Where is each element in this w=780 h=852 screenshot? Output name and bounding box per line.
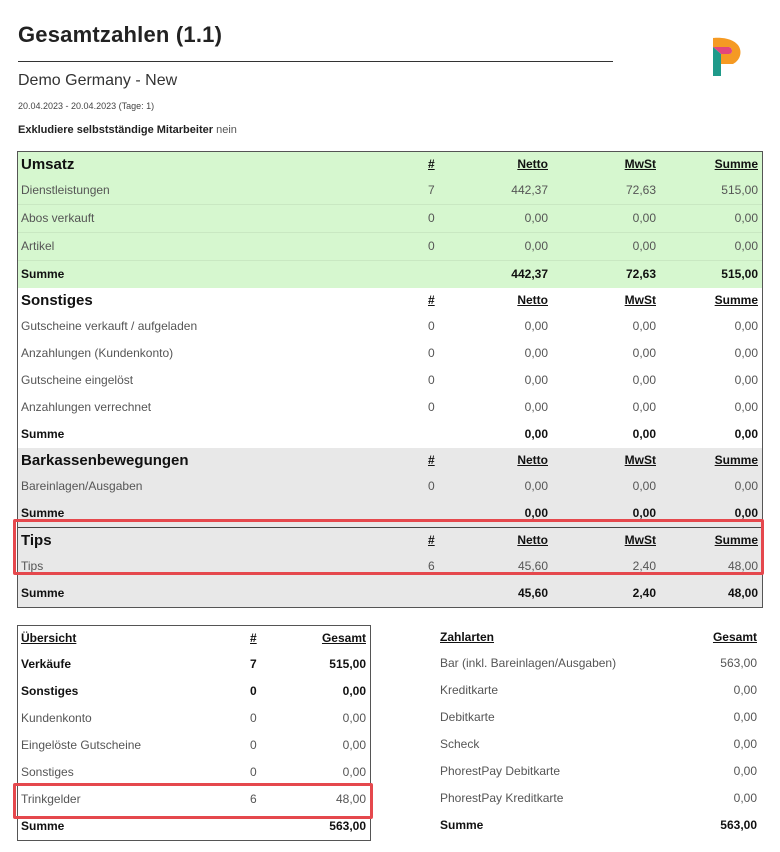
row-total: 0,00 [733,683,757,697]
table-row [437,731,761,758]
table-row [18,759,370,786]
row-summe: 0,00 [734,373,758,387]
table-row [437,758,761,785]
row-summe: 0,00 [734,211,758,225]
col-summe-header: Summe [714,453,758,467]
row-label: Verkäufe [21,657,72,671]
row-count: 7 [250,657,257,671]
row-netto: 45,60 [517,559,548,573]
section-total-row [18,261,762,288]
total-value: 563,00 [329,819,366,833]
row-label: Tips [21,559,44,573]
row-mwst: 0,00 [632,373,656,387]
row-count: 0 [428,400,435,414]
section-barkasse [18,448,762,527]
row-label: Anzahlungen verrechnet [21,400,152,414]
total-netto: 45,60 [517,586,548,600]
section-title: Barkassenbewegungen [21,452,189,469]
row-label: Abos verkauft [21,211,95,225]
row-netto: 0,00 [524,373,548,387]
total-summe: 48,00 [727,586,758,600]
company-name: Demo Germany - New [18,72,178,89]
col-count-header: # [428,293,435,307]
row-total: 0,00 [342,711,366,725]
row-label: PhorestPay Debitkarte [440,764,561,778]
phorest-logo-icon [707,34,747,80]
row-mwst: 0,00 [632,211,656,225]
table-row [18,705,370,732]
section-header [18,152,762,177]
row-count: 0 [428,479,435,493]
payments-title: Zahlarten [440,630,495,644]
total-netto: 0,00 [524,427,548,441]
total-label: Summe [21,586,65,600]
total-label: Summe [21,506,65,520]
section-title: Sonstiges [21,292,93,309]
table-row [437,650,761,677]
row-label: Eingelöste Gutscheine [21,738,142,752]
row-count: 0 [250,738,257,752]
row-label: Bar (inkl. Bareinlagen/Ausgaben) [440,656,617,670]
section-total-row [18,421,762,448]
row-count: 6 [250,792,257,806]
table-row [18,786,370,813]
row-total: 48,00 [335,792,366,806]
section-title: Umsatz [21,156,75,173]
row-label: Kreditkarte [440,683,499,697]
row-total: 0,00 [733,710,757,724]
section-umsatz [18,152,762,288]
section-tips [18,527,762,607]
row-count: 0 [250,684,257,698]
row-label: Anzahlungen (Kundenkonto) [21,346,174,360]
row-netto: 0,00 [524,319,548,333]
exclude-employees-line [18,124,237,136]
table-row [18,177,762,205]
overview-total-row [18,813,370,840]
overview-title: Übersicht [21,631,77,645]
section-header [18,288,762,313]
row-netto: 0,00 [524,346,548,360]
totals-table [17,151,763,608]
row-count: 6 [428,559,435,573]
table-row [18,394,762,421]
row-netto: 442,37 [511,183,548,197]
row-total: 563,00 [720,656,757,670]
exclude-label: Exkludiere selbstständige Mitarbeiter [18,124,214,136]
row-total: 0,00 [342,684,366,698]
total-label: Summe [21,427,65,441]
title-divider [18,61,613,62]
row-label: Debitkarte [440,710,495,724]
row-total: 515,00 [329,657,366,671]
table-row [18,367,762,394]
row-label: Sonstiges [21,684,79,698]
col-total-header: Gesamt [712,630,757,644]
col-mwst-header: MwSt [624,453,656,467]
row-mwst: 0,00 [632,319,656,333]
total-label: Summe [440,818,484,832]
total-summe: 515,00 [721,267,758,281]
total-mwst: 0,00 [632,427,656,441]
table-row [437,785,761,812]
row-mwst: 2,40 [632,559,656,573]
row-label: Artikel [21,239,55,253]
row-summe: 0,00 [734,479,758,493]
col-netto-header: Netto [517,157,548,171]
col-mwst-header: MwSt [624,533,656,547]
col-netto-header: Netto [517,293,548,307]
row-netto: 0,00 [524,211,548,225]
payments-header [437,625,761,650]
table-row [18,732,370,759]
row-total: 0,00 [733,737,757,751]
col-count-header: # [428,533,435,547]
total-label: Summe [21,819,65,833]
total-mwst: 0,00 [632,506,656,520]
total-label: Summe [21,267,65,281]
row-count: 0 [428,346,435,360]
row-netto: 0,00 [524,239,548,253]
row-mwst: 0,00 [632,400,656,414]
section-header [18,448,762,473]
row-count: 0 [428,319,435,333]
col-netto-header: Netto [517,453,548,467]
row-total: 0,00 [733,791,757,805]
col-netto-header: Netto [517,533,548,547]
row-label: Bareinlagen/Ausgaben [21,479,143,493]
row-summe: 0,00 [734,346,758,360]
table-row [18,233,762,261]
row-count: 0 [250,765,257,779]
total-mwst: 72,63 [625,267,656,281]
row-summe: 515,00 [721,183,758,197]
overview-header [18,626,370,651]
row-count: 0 [428,239,435,253]
row-label: Trinkgelder [21,792,81,806]
col-mwst-header: MwSt [624,293,656,307]
date-range: 20.04.2023 - 20.04.2023 (Tage: 1) [18,101,155,111]
row-mwst: 0,00 [632,239,656,253]
col-count-header: # [428,157,435,171]
col-count-header: # [428,453,435,467]
table-row [437,704,761,731]
table-row [18,313,762,340]
row-count: 0 [428,373,435,387]
row-label: Kundenkonto [21,711,92,725]
overview-table [17,625,371,841]
exclude-value: nein [216,124,237,136]
row-total: 0,00 [733,764,757,778]
row-summe: 48,00 [727,559,758,573]
table-row [18,651,370,678]
table-row [18,553,762,580]
col-summe-header: Summe [714,533,758,547]
row-label: Gutscheine verkauft / aufgeladen [21,319,198,333]
section-header [18,527,762,553]
col-summe-header: Summe [714,157,758,171]
row-netto: 0,00 [524,400,548,414]
table-row [437,677,761,704]
row-label: Dienstleistungen [21,183,110,197]
total-value: 563,00 [720,818,757,832]
table-row [18,473,762,500]
row-mwst: 72,63 [625,183,656,197]
section-total-row [18,500,762,527]
section-sonstiges [18,288,762,448]
row-summe: 0,00 [734,319,758,333]
page-title: Gesamtzahlen (1.1) [18,22,223,47]
total-summe: 0,00 [734,427,758,441]
total-netto: 442,37 [511,267,548,281]
total-netto: 0,00 [524,506,548,520]
total-summe: 0,00 [734,506,758,520]
col-summe-header: Summe [714,293,758,307]
row-summe: 0,00 [734,239,758,253]
table-row [18,678,370,705]
row-count: 0 [428,211,435,225]
row-netto: 0,00 [524,479,548,493]
row-count: 0 [250,711,257,725]
row-label: Sonstiges [21,765,74,779]
row-mwst: 0,00 [632,346,656,360]
payments-total-row [437,812,761,839]
section-title: Tips [21,532,52,549]
row-mwst: 0,00 [632,479,656,493]
col-mwst-header: MwSt [624,157,656,171]
row-total: 0,00 [342,765,366,779]
row-total: 0,00 [342,738,366,752]
total-mwst: 2,40 [632,586,656,600]
row-label: Scheck [440,737,480,751]
row-label: PhorestPay Kreditkarte [440,791,564,805]
payment-methods-table [437,625,761,839]
col-count-header: # [250,631,257,645]
section-total-row [18,580,762,607]
table-row [18,205,762,233]
row-summe: 0,00 [734,400,758,414]
row-count: 7 [428,183,435,197]
table-row [18,340,762,367]
row-label: Gutscheine eingelöst [21,373,134,387]
col-total-header: Gesamt [321,631,366,645]
